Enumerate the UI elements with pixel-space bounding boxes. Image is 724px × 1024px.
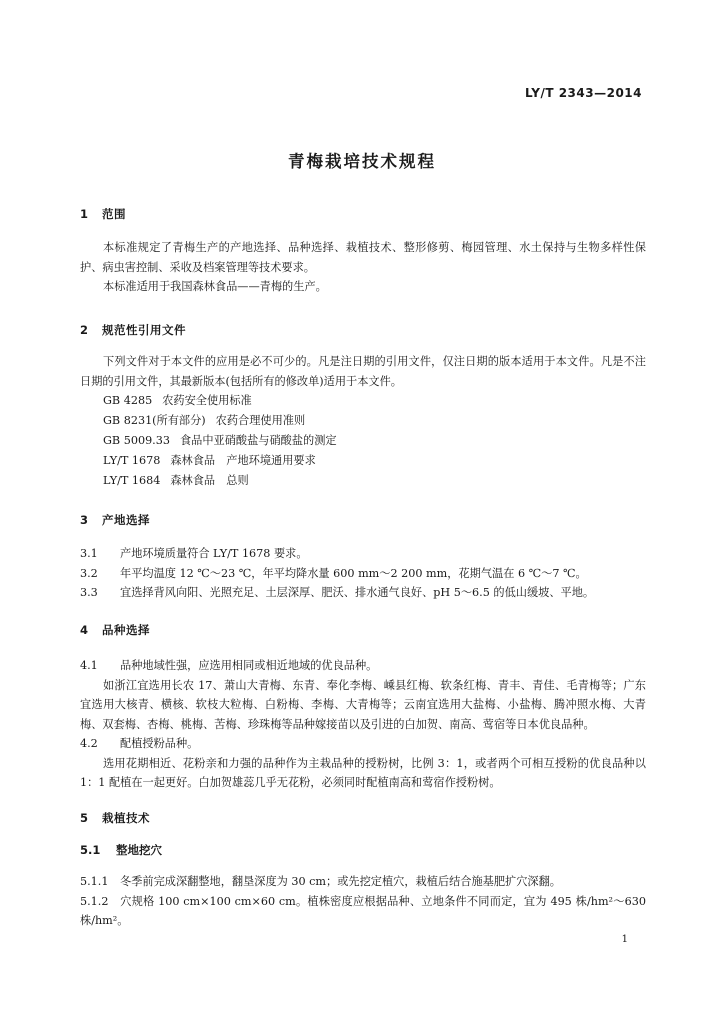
section-title: 品种选择 [102, 623, 151, 637]
clause-number: 4.2 [80, 737, 98, 750]
reference-item [80, 411, 646, 431]
section-1-body [80, 238, 646, 297]
reference-item [80, 431, 646, 451]
paragraph: 本标准适用于我国森林食品——青梅的生产。 [103, 280, 327, 293]
paragraph: 本标准规定了青梅生产的产地选择、品种选择、栽植技术、整形修剪、梅园管理、水土保持与生物多样性保护、病虫害控制、采收及档案管理等技术要求。 [80, 241, 646, 274]
clause-number: 3.2 [80, 566, 98, 580]
document-title: 青梅栽培技术规程 [288, 152, 436, 171]
clause-number: 3.3 [80, 586, 98, 599]
clause [80, 734, 646, 754]
subsection-title: 整地挖穴 [116, 843, 163, 857]
section-2-body [80, 352, 646, 491]
reference-code: GB 4285 [103, 394, 153, 407]
section-3-body [80, 544, 646, 603]
reference-name: 食品中亚硝酸盐与硝酸盐的测定 [179, 434, 337, 447]
section-3-heading [80, 512, 646, 528]
section-4-heading [80, 622, 646, 638]
reference-item [80, 451, 646, 471]
section-number: 1 [80, 207, 89, 221]
clause [80, 872, 646, 892]
section-title: 栽植技术 [102, 811, 151, 825]
clause-text: 冬季前完成深翻整地，翻垦深度为 30 cm；或先挖定植穴，栽植后结合施基肥扩穴深翻。 [120, 875, 561, 888]
reference-code: LY/T 1678 [103, 454, 161, 467]
paragraph: 下列文件对于本文件的应用是必不可少的。凡是注日期的引用文件，仅注日期的版本适用于本文件。凡是不注日期的引用文件，其最新版本(包括所有的修改单)适用于本文件。 [80, 355, 646, 388]
reference-name: 农药安全使用标准 [162, 394, 252, 407]
clause-number: 5.1.1 [80, 875, 109, 888]
section-number: 4 [80, 623, 89, 637]
section-title: 产地选择 [102, 513, 151, 527]
reference-name: 农药合理使用准则 [215, 414, 306, 427]
clause [80, 583, 646, 603]
clause [80, 564, 646, 584]
clause [80, 656, 646, 676]
clause-number: 4.1 [80, 659, 98, 672]
section-4-body [80, 656, 646, 793]
clause [80, 544, 646, 564]
section-number: 5 [80, 811, 89, 825]
page-number: 1 [621, 934, 628, 945]
subsection-number: 5.1 [80, 843, 101, 857]
clause-text: 宜选择背风向阳、光照充足、土层深厚、肥沃、排水通气良好、pH 5～6.5 的低山缓坡、平地。 [120, 586, 595, 599]
subsection-5-1-heading [80, 842, 646, 858]
clause-number: 3.1 [80, 547, 98, 560]
reference-name: 森林食品 总则 [170, 474, 249, 487]
reference-code: LY/T 1684 [103, 474, 161, 487]
section-1-heading [80, 206, 646, 222]
paragraph: 选用花期相近、花粉亲和力强的品种作为主栽品种的授粉树，比例 3：1，或者两个可相互授粉的优良品种以 1：1 配植在一起更好。白加贺雄蕊几乎无花粉，必须同时配植南高和莺宿作授粉树。 [80, 756, 646, 789]
clause-text: 品种地域性强，应选用相同或相近地域的优良品种。 [120, 659, 378, 672]
clause-text: 穴规格 100 cm×100 cm×60 cm。植株密度应根据品种、立地条件不同而定，宜为 495 株/hm²～630 株/hm²。 [80, 894, 646, 927]
section-2-heading [80, 322, 646, 338]
section-number: 2 [80, 323, 89, 337]
reference-name: 森林食品 产地环境通用要求 [170, 454, 316, 467]
section-title: 规范性引用文件 [102, 323, 187, 337]
clause-text: 年平均温度 12 ℃～23 ℃，年平均降水量 600 mm～2 200 mm，花期气温在 6 ℃～7 ℃。 [120, 566, 587, 580]
paragraph: 如浙江宜选用长农 17、萧山大青梅、东青、奉化李梅、嵊县红梅、软条红梅、青丰、青佳、毛青梅等；广东宜选用大核青、横核、软枝大粒梅、白粉梅、李梅、大青梅等；云南宜选用大盐梅、小盐梅、腾冲照水梅、大青梅、双套梅、杏梅、桃梅、苦梅、珍珠梅等品种嫁接苗以及引进的白加贺、南高、莺宿等日本优良品种。 [80, 678, 646, 731]
reference-item [80, 471, 646, 491]
clause [80, 892, 646, 931]
clause-text: 产地环境质量符合 LY/T 1678 要求。 [120, 547, 308, 560]
section-5-heading [80, 810, 646, 826]
clause-number: 5.1.2 [80, 894, 109, 908]
reference-item [80, 391, 646, 411]
standard-code: LY/T 2343—2014 [524, 86, 642, 100]
clause-text: 配植授粉品种。 [120, 737, 199, 750]
reference-code: GB 5009.33 [103, 434, 170, 447]
section-5-body [80, 872, 646, 931]
section-title: 范围 [102, 207, 127, 221]
section-number: 3 [80, 513, 89, 527]
reference-code: GB 8231(所有部分) [103, 414, 206, 427]
